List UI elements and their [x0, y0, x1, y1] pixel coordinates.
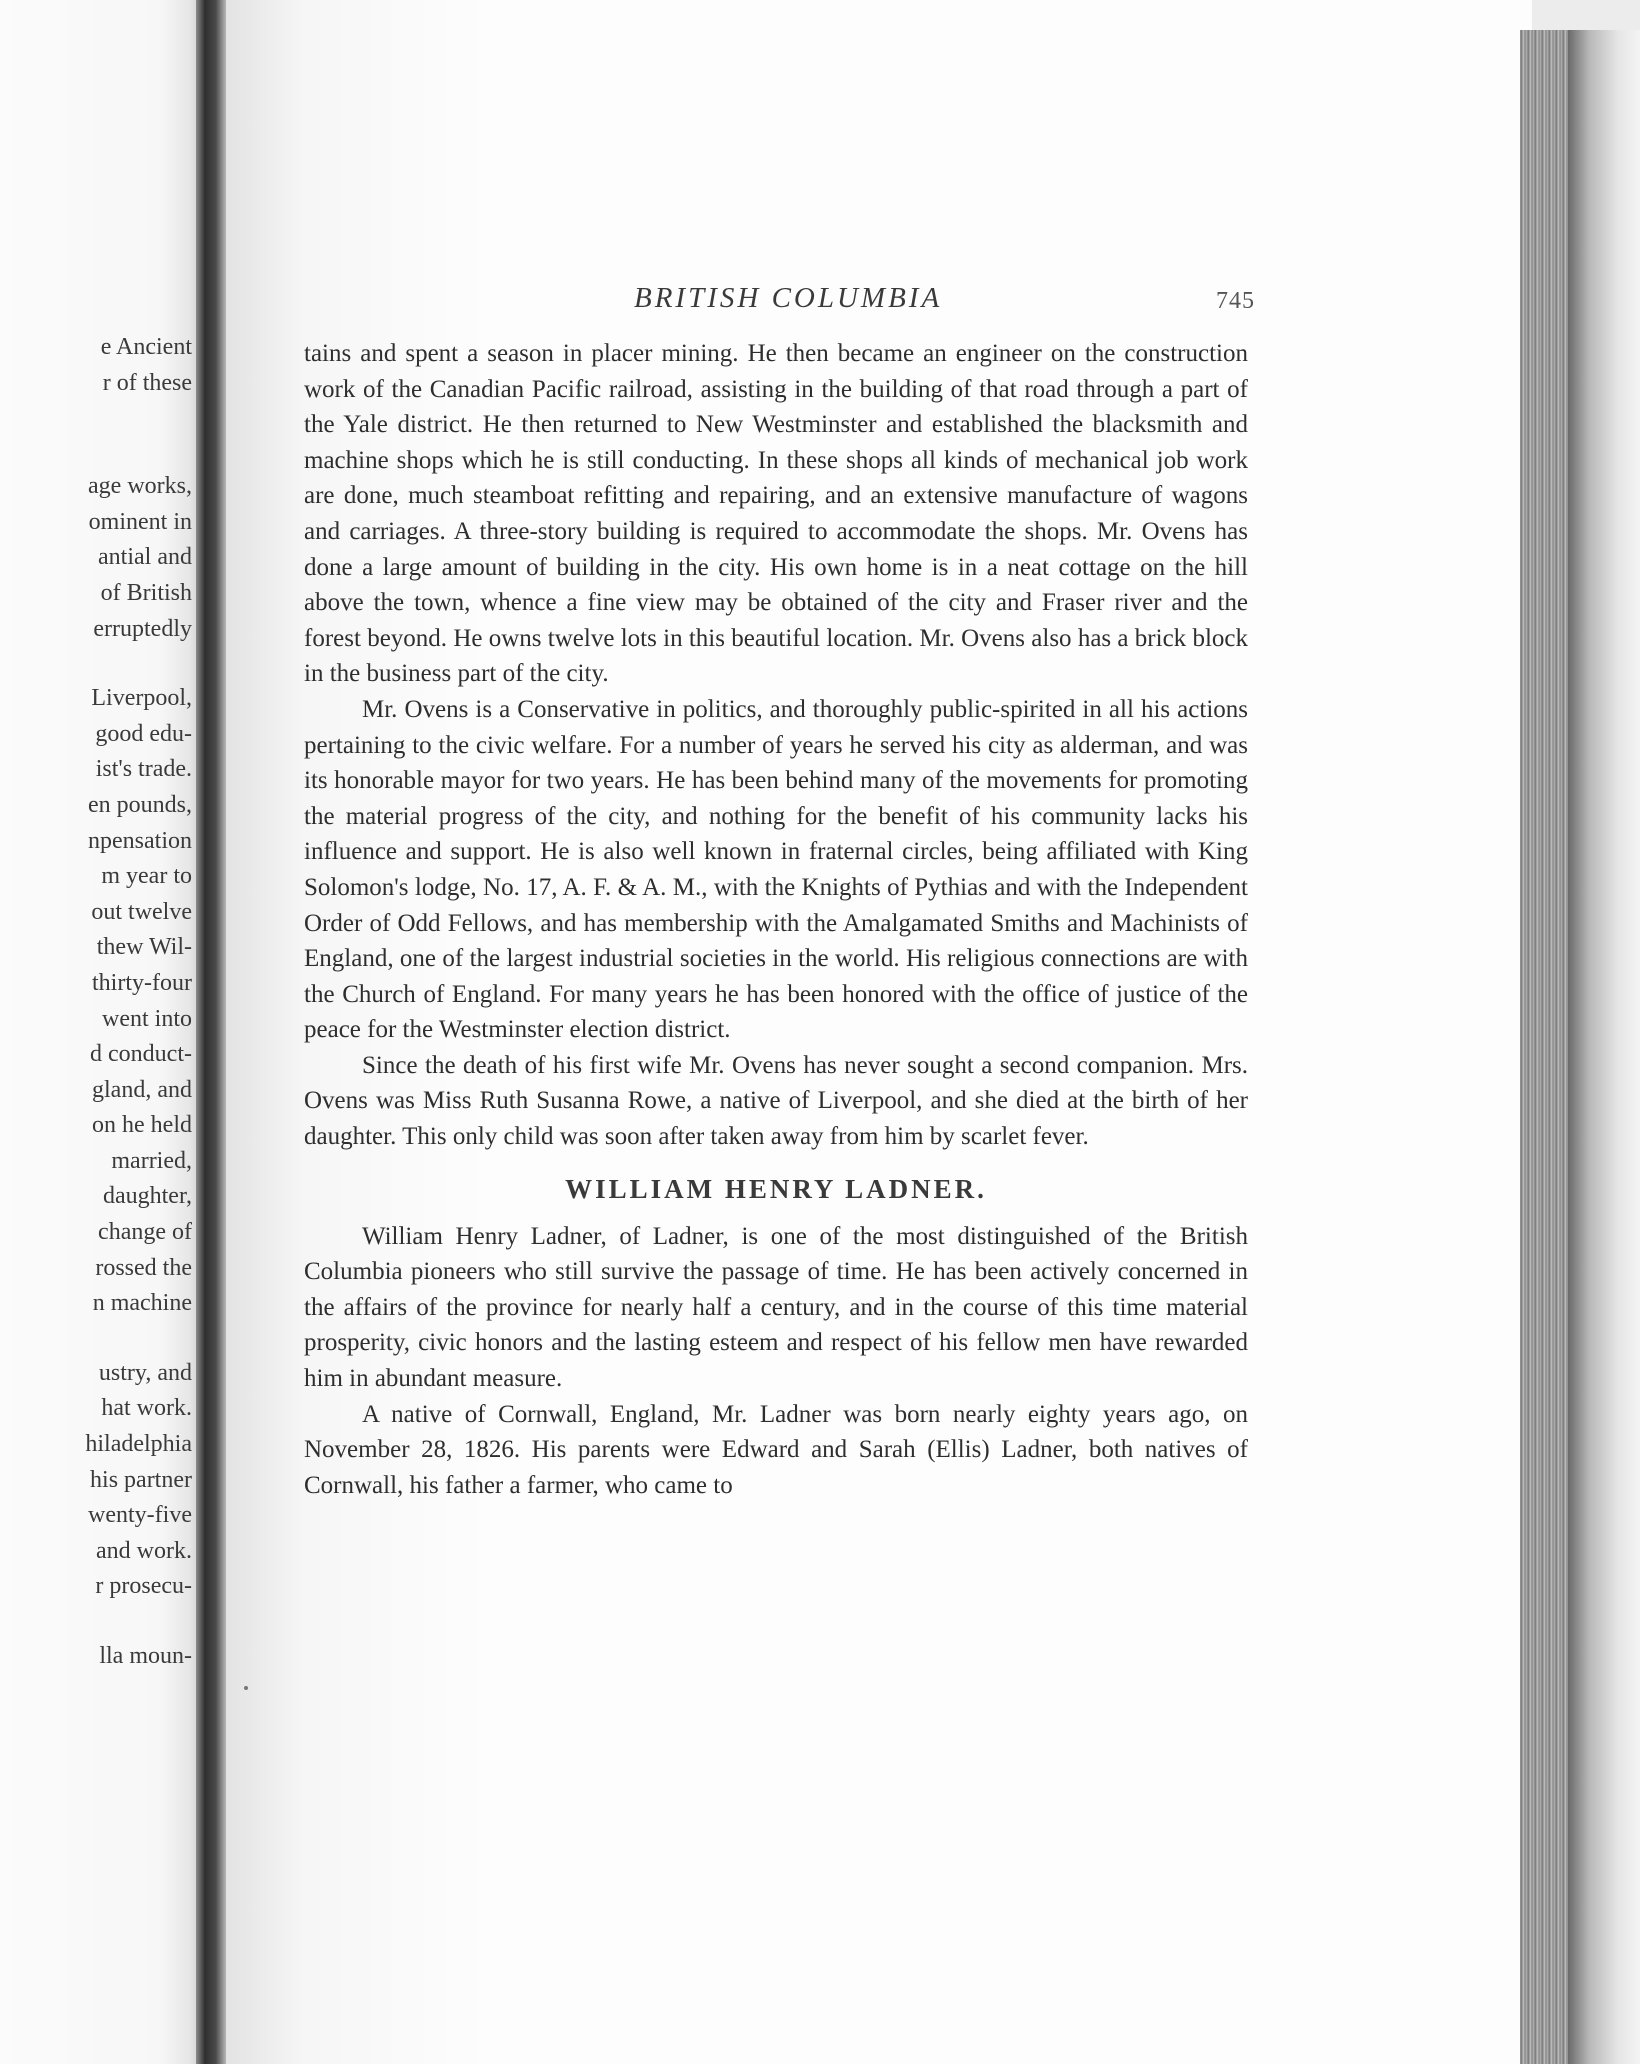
- page-edge-stack: [1520, 30, 1640, 2064]
- running-head-title: BRITISH COLUMBIA: [634, 282, 943, 314]
- left-page-line: r prosecu-: [95, 1573, 192, 1600]
- left-page-line: ist's trade.: [95, 756, 192, 783]
- left-page-line: e Ancient: [100, 334, 192, 360]
- left-page-line: [85, 435, 192, 469]
- left-page-line: rossed the: [95, 1254, 192, 1281]
- left-page-line: en pounds,: [88, 791, 192, 818]
- left-page-text-column: [85, 330, 192, 1675]
- left-page-line: out twelve: [91, 898, 192, 925]
- left-page-line: hiladelphia: [85, 1431, 192, 1458]
- left-page-line: thirty-four: [92, 969, 192, 996]
- page-number: 745: [1216, 288, 1255, 314]
- left-page-line: and work.: [96, 1537, 192, 1564]
- paragraph-continued: tains and spent a season in placer mining. He then became an engineer on the construction work of the Canadian Pacific railroad, assisting in the building of that road through a part of the Yale district. He then returned to New Westminster and established the blacksmith and machine shops which he is still conducting. In these shops all kinds of mechanical job work are done, much steamboat refitting and repairing, and an extensive manufacture of wagons and carriages. A three-story building is required to accommodate the shops. Mr. Ovens has done a large amount of building in the city. His own home is in a neat cottage on the hill above the town, whence a fine view may be obtained of the city and Fraser river and the forest beyond. He owns twelve lots in this beautiful location. Mr. Ovens also has a brick block in the business part of the city.: [304, 340, 1248, 688]
- left-page-line: [85, 647, 192, 681]
- paragraph-family: Since the death of his first wife Mr. Ovens has never sought a second companion. Mrs. Ovens was Miss Ruth Susanna Rowe, a native of Liverpool, and she died at the birth of her daughter. This only child was soon after taken away from him by scarlet fever.: [304, 1051, 1248, 1151]
- left-page-line: ustry, and: [98, 1359, 192, 1386]
- left-page-line: [85, 401, 192, 435]
- left-page-line: went into: [102, 1005, 192, 1032]
- left-page-line: erruptedly: [93, 615, 192, 642]
- left-page-line: lla moun-: [99, 1643, 192, 1669]
- left-page-line: of British: [100, 579, 192, 606]
- left-page-line: ominent in: [88, 508, 192, 535]
- left-page-line: his partner: [90, 1466, 192, 1493]
- left-page-line: wenty-five: [88, 1502, 192, 1529]
- left-page-line: n machine: [92, 1290, 192, 1317]
- left-page-line: antial and: [98, 544, 192, 571]
- left-page-line: gland, and: [92, 1076, 192, 1103]
- left-page-line: r of these: [102, 369, 192, 396]
- left-page-line: good edu-: [95, 720, 192, 747]
- left-page-line: npensation: [88, 827, 192, 854]
- left-page-line: daughter,: [102, 1183, 192, 1210]
- paragraph-ladner-intro: William Henry Ladner, of Ladner, is one of the most distinguished of the British Columbia pioneers who still survive the passage of time. He has been actively concerned in the affairs of the province for nearly half a century, and in the course of this time material prosperity, civic honors and the lasting esteem and respect of his fellow men have rewarded him in abundant measure.: [304, 1222, 1248, 1393]
- left-page-line: [85, 1322, 192, 1356]
- left-page-line: Liverpool,: [91, 685, 192, 712]
- left-page-line: d conduct-: [90, 1041, 192, 1068]
- paragraph-ladner-birth: A native of Cornwall, England, Mr. Ladner was born nearly eighty years ago, on November 28, 1826. His parents were Edward and Sarah (Ellis) Ladner, both natives of Cornwall, his father a farmer, who came to: [304, 1400, 1248, 1499]
- left-page-line: m year to: [101, 863, 192, 890]
- page-body: [304, 336, 1248, 1503]
- left-page-line: on he held: [92, 1112, 192, 1139]
- paragraph-politics: Mr. Ovens is a Conservative in politics, and thoroughly public-spirited in all his actions pertaining to the civic welfare. For a number of years he served his city as alderman, and was its honorable mayor for two years. He has been behind many of the movements for promoting the material progress of the city, and nothing for the benefit of his community lacks his influence and support. He is also well known in fraternal circles, being affiliated with King Solomon's lodge, No. 17, A. F. & A. M., with the Knights of Pythias and with the Independent Order of Odd Fellows, and has membership with the Amalgamated Smiths and Machinists of England, one of the largest industrial societies in the world. His religious connections are with the Church of England. For many years he has been honored with the office of justice of the peace for the Westminster election district.: [304, 695, 1248, 1044]
- left-page-line: hat work.: [101, 1395, 192, 1422]
- left-page-line: [85, 1605, 192, 1639]
- left-page-line: age works,: [88, 473, 192, 500]
- left-page-line: married,: [111, 1147, 192, 1174]
- section-heading: WILLIAM HENRY LADNER.: [565, 1173, 987, 1204]
- left-facing-page: [0, 0, 200, 2064]
- left-page-line: thew Wil-: [96, 934, 192, 961]
- scan-speck: [244, 1686, 248, 1690]
- right-page: [226, 0, 1532, 2064]
- left-page-line: change of: [98, 1219, 192, 1246]
